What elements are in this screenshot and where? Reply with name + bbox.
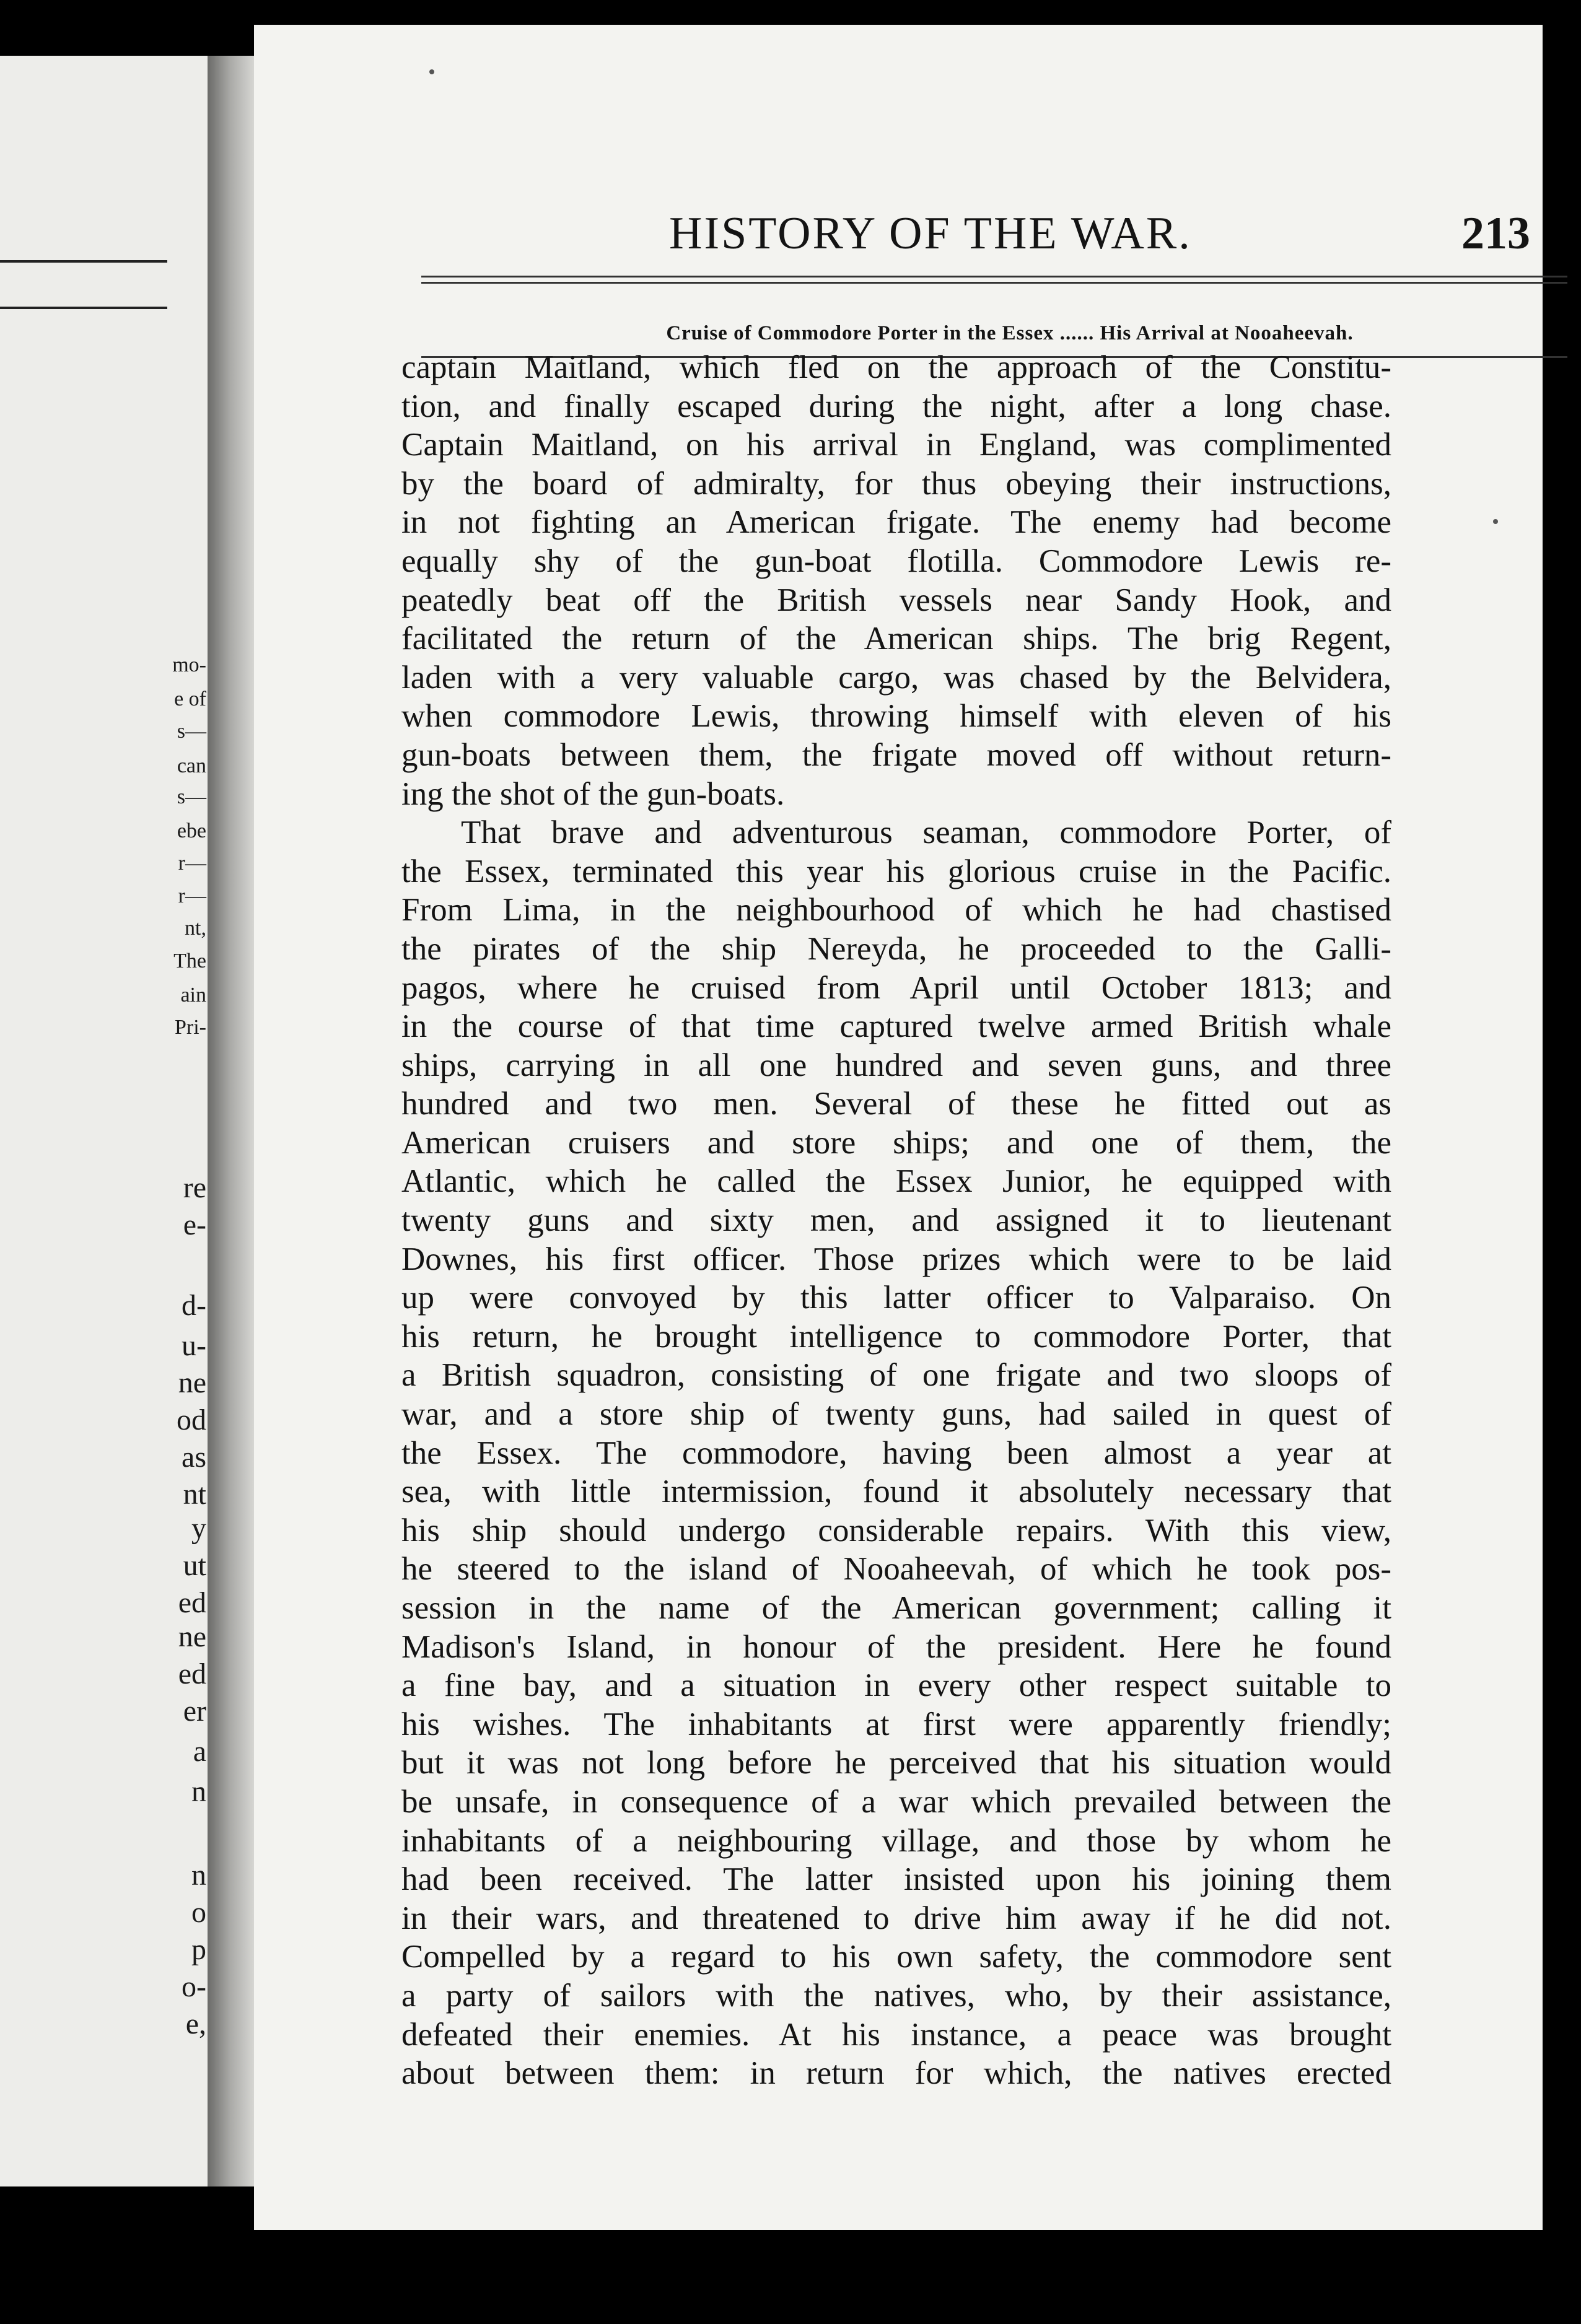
text-line: equally shy of the gun-boat flotilla. Commodore Lewis re- bbox=[401, 543, 1391, 579]
text-line: the Essex. The commodore, having been almost a year at bbox=[401, 1435, 1391, 1471]
text-line: his return, he brought intelligence to commodore Porter, that bbox=[401, 1318, 1391, 1355]
fragment-text: as bbox=[182, 1441, 206, 1474]
fragment-text: Pri- bbox=[175, 1016, 206, 1039]
text-line: gun-boats between them, the frigate moved off without return- bbox=[401, 736, 1391, 773]
fragment-text: y bbox=[191, 1512, 206, 1545]
text-line: laden with a very valuable cargo, was chased by the Belvidera, bbox=[401, 659, 1391, 696]
fragment-text: re bbox=[183, 1171, 206, 1204]
text-line: Captain Maitland, on his arrival in England, was complimented bbox=[401, 427, 1391, 463]
fragment-text: p bbox=[191, 1933, 206, 1966]
text-line: he steered to the island of Nooaheevah, of which he took pos- bbox=[401, 1551, 1391, 1588]
fragment-text: can bbox=[177, 754, 206, 777]
fragment-text: The bbox=[173, 950, 206, 972]
text-line: when commodore Lewis, throwing himself with eleven of his bbox=[401, 698, 1391, 735]
text-line: Downes, his first officer. Those prizes which were to be laid bbox=[401, 1241, 1391, 1277]
text-line: his ship should undergo considerable repairs. With this view, bbox=[401, 1512, 1391, 1549]
fragment-text: er bbox=[183, 1695, 206, 1728]
text-line: up were convoyed by this latter officer to Valparaiso. On bbox=[401, 1280, 1391, 1316]
text-line: pagos, where he cruised from April until October 1813; and bbox=[401, 969, 1391, 1006]
text-line: Atlantic, which he called the Essex Junior, he equipped with bbox=[401, 1163, 1391, 1200]
fragment-text: nt, bbox=[185, 917, 206, 940]
text-line: ships, carrying in all one hundred and seven guns, and three bbox=[401, 1047, 1391, 1083]
text-line: facilitated the return of the American ships. The brig Regent, bbox=[401, 621, 1391, 657]
running-title: HISTORY OF THE WAR. bbox=[669, 208, 1192, 259]
fragment-text: ne bbox=[178, 1366, 206, 1399]
text-line: the Essex, terminated this year his glorious cruise in the Pacific. bbox=[401, 853, 1391, 889]
left-page-rule bbox=[0, 307, 167, 309]
speck bbox=[1493, 519, 1498, 524]
fragment-text: r— bbox=[178, 852, 206, 875]
fragment-text: n bbox=[191, 1859, 206, 1892]
text-line: ing the shot of the gun-boats. bbox=[401, 775, 785, 812]
fragment-text: od bbox=[177, 1404, 206, 1436]
fragment-text: e, bbox=[185, 2007, 206, 2040]
text-line: in the course of that time captured twelve armed British whale bbox=[401, 1008, 1391, 1045]
text-line: session in the name of the American government; calling it bbox=[401, 1590, 1391, 1626]
fragment-text: o bbox=[191, 1896, 206, 1929]
fragment-text: ebe bbox=[177, 819, 206, 842]
header-rule bbox=[421, 282, 1567, 284]
left-page-rule bbox=[0, 260, 167, 263]
fragment-text: s— bbox=[177, 720, 206, 743]
text-line: a party of sailors with the natives, who, by their assistance, bbox=[401, 1977, 1391, 2014]
fragment-text: ain bbox=[180, 984, 206, 1007]
fragment-text: o- bbox=[182, 1970, 206, 2003]
fragment-text: r— bbox=[178, 885, 206, 907]
text-line: peatedly beat off the British vessels near Sandy Hook, and bbox=[401, 582, 1391, 618]
fragment-text: u- bbox=[182, 1329, 206, 1362]
text-line: Compelled by a regard to his own safety, the commodore sent bbox=[401, 1939, 1391, 1975]
left-facing-page bbox=[0, 56, 208, 2186]
speck bbox=[429, 69, 434, 74]
page-number: 213 bbox=[1461, 208, 1530, 259]
fragment-text: e of bbox=[174, 688, 206, 710]
text-line: the pirates of the ship Nereyda, he proceeded to the Galli- bbox=[401, 930, 1391, 967]
text-line: in not fighting an American frigate. The enemy had become bbox=[401, 504, 1391, 541]
text-line: twenty guns and sixty men, and assigned it to lieutenant bbox=[401, 1202, 1391, 1239]
fragment-text: mo- bbox=[172, 653, 206, 676]
fragment-text: s— bbox=[177, 785, 206, 808]
text-line: defeated their enemies. At his instance, a peace was brought bbox=[401, 2016, 1391, 2053]
text-line: inhabitants of a neighbouring village, and those by whom he bbox=[401, 1822, 1391, 1859]
text-line: tion, and finally escaped during the night, after a long chase. bbox=[401, 388, 1391, 424]
fragment-text: ut bbox=[183, 1549, 206, 1582]
text-line: sea, with little intermission, found it absolutely necessary that bbox=[401, 1474, 1391, 1510]
fragment-text: ne bbox=[178, 1620, 206, 1653]
fragment-text: n bbox=[191, 1775, 206, 1808]
text-line: That brave and adventurous seaman, commodore Porter, of bbox=[461, 815, 1391, 851]
chapter-subhead: Cruise of Commodore Porter in the Essex ...... His Arrival at Nooaheevah. bbox=[666, 322, 1354, 344]
header-rule bbox=[421, 276, 1567, 277]
fragment-text: d- bbox=[182, 1289, 206, 1322]
text-line: had been received. The latter insisted upon his joining them bbox=[401, 1861, 1391, 1898]
text-line: captain Maitland, which fled on the approach of the Constitu- bbox=[401, 349, 1391, 385]
text-line: From Lima, in the neighbourhood of which he had chastised bbox=[401, 892, 1391, 928]
fragment-text: ed bbox=[178, 1658, 206, 1690]
text-line: hundred and two men. Several of these he fitted out as bbox=[401, 1086, 1391, 1122]
text-line: Madison's Island, in honour of the president. Here he found bbox=[401, 1628, 1391, 1665]
text-line: war, and a store ship of twenty guns, had sailed in quest of bbox=[401, 1396, 1391, 1433]
text-line: but it was not long before he perceived that his situation would bbox=[401, 1745, 1391, 1781]
fragment-text: a bbox=[193, 1735, 206, 1768]
fragment-text: e- bbox=[183, 1208, 206, 1241]
text-line: be unsafe, in consequence of a war which prevailed between the bbox=[401, 1783, 1391, 1820]
text-line: by the board of admiralty, for thus obeying their instructions, bbox=[401, 465, 1391, 502]
text-line: a British squadron, consisting of one frigate and two sloops of bbox=[401, 1357, 1391, 1394]
text-line: in their wars, and threatened to drive him away if he did not. bbox=[401, 1900, 1391, 1936]
page-gutter bbox=[208, 56, 257, 2186]
text-line: his wishes. The inhabitants at first were apparently friendly; bbox=[401, 1706, 1391, 1742]
running-header bbox=[669, 208, 1530, 263]
body-text bbox=[401, 348, 1391, 2093]
text-line: American cruisers and store ships; and one of them, the bbox=[401, 1124, 1391, 1161]
fragment-text: ed bbox=[178, 1586, 206, 1619]
text-line: a fine bay, and a situation in every other respect suitable to bbox=[401, 1667, 1391, 1704]
text-line: about between them: in return for which, the natives erected bbox=[401, 2055, 1391, 2092]
fragment-text: nt bbox=[183, 1478, 206, 1511]
